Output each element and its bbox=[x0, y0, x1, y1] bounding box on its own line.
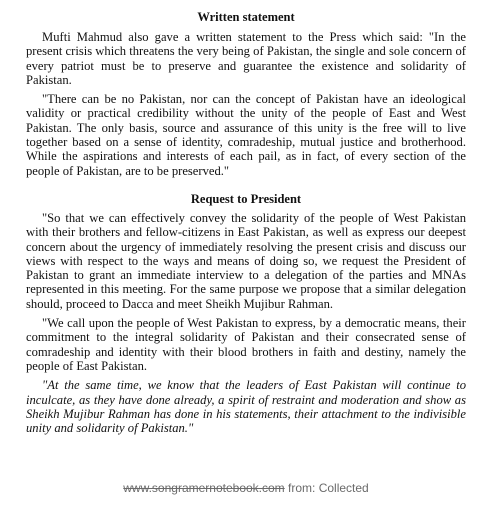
paragraph: "So that we can effectively convey the solidarity of the people of West Pakistan with their brothers and fellow-citizens in East Pakistan, as well as express our deepest concern about the urgency of immediately resolving the present crisis and discuss our views with respect to the ways and means of doing so, we request the President of Pakistan to grant an immediate interview to a delegation of the parties and MNAs represented in this meeting. For the same purpose we propose that a similar delegation should, proceed to Dacca and meet Sheikh Mujibur Rahman. bbox=[26, 210, 466, 311]
section-heading-request-to-president: Request to President bbox=[190, 191, 302, 206]
footer-credit bbox=[0, 481, 492, 495]
paragraph: Mufti Mahmud also gave a written statement to the Press which said: "In the present crisis which threatens the very being of Pakistan, the single and sole concern of every patriot must be to preserve and guarantee the existence and solidarity of Pakistan. bbox=[26, 30, 466, 87]
paragraph: "There can be no Pakistan, nor can the concept of Pakistan have an ideological validity or practical credibility without the unity of the people of East and West Pakistan. The only basis, source and assurance of this unity is the free will to live together based on a sense of identity, comradeship, mutual justice and brotherhood. While the aspirations and interests of each pail, as in fact, of every section of the people of Pakistan, are to be preserved." bbox=[26, 92, 466, 178]
section-heading-written-statement: Written statement bbox=[197, 10, 295, 24]
paragraph: "We call upon the people of West Pakistan to express, by a democratic means, their commitment to the integral solidarity of Pakistan and their consecrated sense of comradeship and identity with their blood brothers in faith and destiny, namely the people of East Pakistan. bbox=[26, 316, 466, 373]
italic-paragraph: "At the same time, we know that the leaders of East Pakistan will continue to inculcate, as they have done already, a spirit of restraint and moderation and show as Sheikh Mujibur Rahman has done in his statements, their attachment to the indivisible unity and solidarity of Pakistan." bbox=[26, 378, 466, 436]
footer-site-link[interactable]: www.songramernotebook.com bbox=[123, 481, 285, 495]
footer-source-text: from: Collected bbox=[284, 481, 369, 495]
